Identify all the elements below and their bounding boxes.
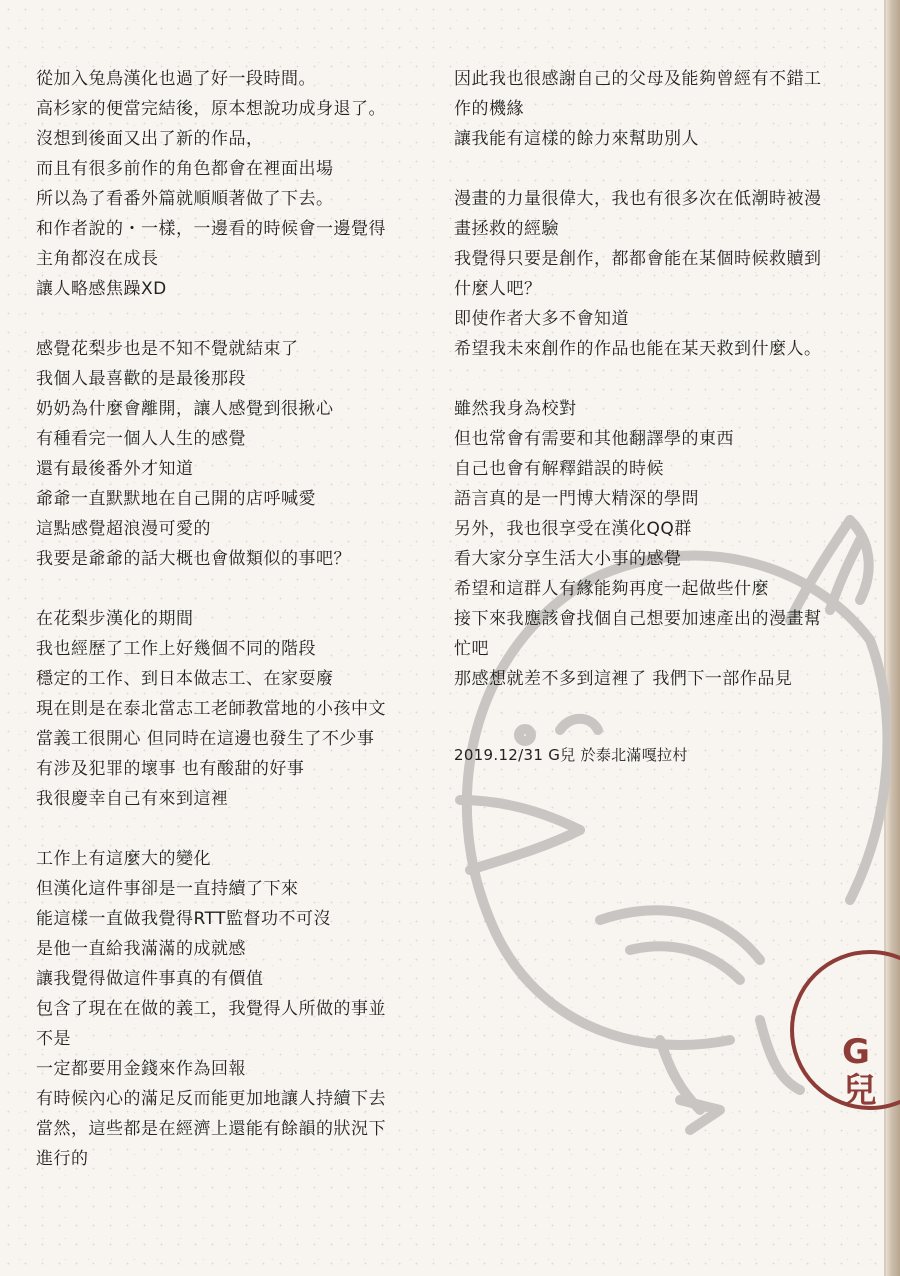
left-text-line: 我很慶幸自己有來到這裡: [36, 789, 229, 809]
right-text-line: 什麼人吧？: [454, 279, 542, 299]
left-text-line: 所以為了看番外篇就順順著做了下去。: [36, 189, 334, 209]
left-text-line: 進行的: [36, 1149, 89, 1169]
left-text-line: 我也經歷了工作上好幾個不同的階段: [36, 639, 316, 659]
paragraph-gap: [36, 814, 436, 844]
left-text-line: 感覺花梨步也是不知不覺就結束了: [36, 339, 299, 359]
left-text-line: 奶奶為什麼會離開，讓人感覺到很揪心: [36, 399, 334, 419]
right-text-line: 接下來我應該會找個自己想要加速產出的漫畫幫: [454, 609, 822, 629]
right-text-line: 忙吧: [454, 639, 489, 659]
right-text-line: 語言真的是一門博大精深的學問: [454, 489, 699, 509]
left-text-line: 還有最後番外才知道: [36, 459, 194, 479]
left-text-line: 高杉家的便當完結後，原本想說功成身退了。: [36, 99, 386, 119]
left-text-line: 在花梨步漢化的期間: [36, 609, 194, 629]
right-text-line: 我覺得只要是創作，都都會能在某個時候救贖到: [454, 249, 822, 269]
right-text-line: 漫畫的力量很偉大，我也有很多次在低潮時被漫: [454, 189, 822, 209]
afterword-right-column: [454, 64, 874, 770]
left-text-line: 當然，這些都是在經濟上還能有餘韻的狀況下: [36, 1119, 386, 1139]
right-text-line: 看大家分享生活大小事的感覺: [454, 549, 682, 569]
afterword-left-column: [36, 64, 436, 1174]
paragraph-gap: [454, 694, 874, 724]
left-text-line: 但漢化這件事卻是一直持續了下來: [36, 879, 299, 899]
right-text-line: 雖然我身為校對: [454, 399, 577, 419]
left-text-line: 能這樣一直做我覺得RTT監督功不可沒: [36, 909, 332, 929]
signature-stamp: [790, 940, 900, 1120]
left-text-line: 當義工很開心 但同時在這邊也發生了不少事: [36, 729, 375, 749]
left-text-line: 有涉及犯罪的壞事 也有酸甜的好事: [36, 759, 305, 779]
paragraph-gap: [454, 364, 874, 394]
left-text-line: 穩定的工作、到日本做志工、在家耍廢: [36, 669, 334, 689]
right-text-line: 讓我能有這樣的餘力來幫助別人: [454, 129, 699, 149]
paragraph-gap: [454, 154, 874, 184]
left-text-line: 主角都沒在成長: [36, 249, 159, 269]
left-text-line: 包含了現在在做的義工，我覺得人所做的事並: [36, 999, 386, 1019]
left-text-line: 我個人最喜歡的是最後那段: [36, 369, 246, 389]
right-text-line: 那感想就差不多到這裡了 我們下一部作品見: [454, 669, 793, 689]
right-text-line: 即使作者大多不會知道: [454, 309, 629, 329]
left-text-line: 沒想到後面又出了新的作品，: [36, 129, 264, 149]
right-text-line: 希望和這群人有緣能夠再度一起做些什麼: [454, 579, 769, 599]
left-text-line: 有種看完一個人人生的感覺: [36, 429, 246, 449]
left-text-line: 一定都要用金錢來作為回報: [36, 1059, 246, 1079]
right-text-line: 畫拯救的經驗: [454, 219, 559, 239]
left-text-line: 有時候內心的滿足反而能更加地讓人持續下去: [36, 1089, 386, 1109]
paragraph-gap: [36, 574, 436, 604]
left-text-line: 從加入兔鳥漢化也過了好一段時間。: [36, 69, 316, 89]
left-text-line: 是他一直給我滿滿的成就感: [36, 939, 246, 959]
left-text-line: 這點感覺超浪漫可愛的: [36, 519, 211, 539]
right-text-line: 自己也會有解釋錯誤的時候: [454, 459, 664, 479]
stamp-text: G兒: [836, 1032, 876, 1106]
left-text-line: 而且有很多前作的角色都會在裡面出場: [36, 159, 334, 179]
left-text-line: 讓人略感焦躁XD: [36, 279, 167, 299]
signature-date: 2019.12/31 G兒 於泰北滿嘎拉村: [454, 746, 688, 764]
left-text-line: 工作上有這麼大的變化: [36, 849, 211, 869]
right-text-line: 因此我也很感謝自己的父母及能夠曾經有不錯工: [454, 69, 822, 89]
left-text-line: 不是: [36, 1029, 71, 1049]
left-text-line: 現在則是在泰北當志工老師教當地的小孩中文: [36, 699, 386, 719]
right-text-line: 作的機緣: [454, 99, 524, 119]
left-text-line: 和作者說的・一樣，一邊看的時候會一邊覺得: [36, 219, 386, 239]
right-text-line: 希望我未來創作的作品也能在某天救到什麼人。: [454, 339, 822, 359]
left-text-line: 爺爺一直默默地在自己開的店呼喊愛: [36, 489, 316, 509]
left-text-line: 讓我覺得做這件事真的有價值: [36, 969, 264, 989]
right-text-line: 另外，我也很享受在漢化QQ群: [454, 519, 692, 539]
left-text-line: 我要是爺爺的話大概也會做類似的事吧？: [36, 549, 351, 569]
paragraph-gap: [36, 304, 436, 334]
right-text-line: 但也常會有需要和其他翻譯學的東西: [454, 429, 734, 449]
